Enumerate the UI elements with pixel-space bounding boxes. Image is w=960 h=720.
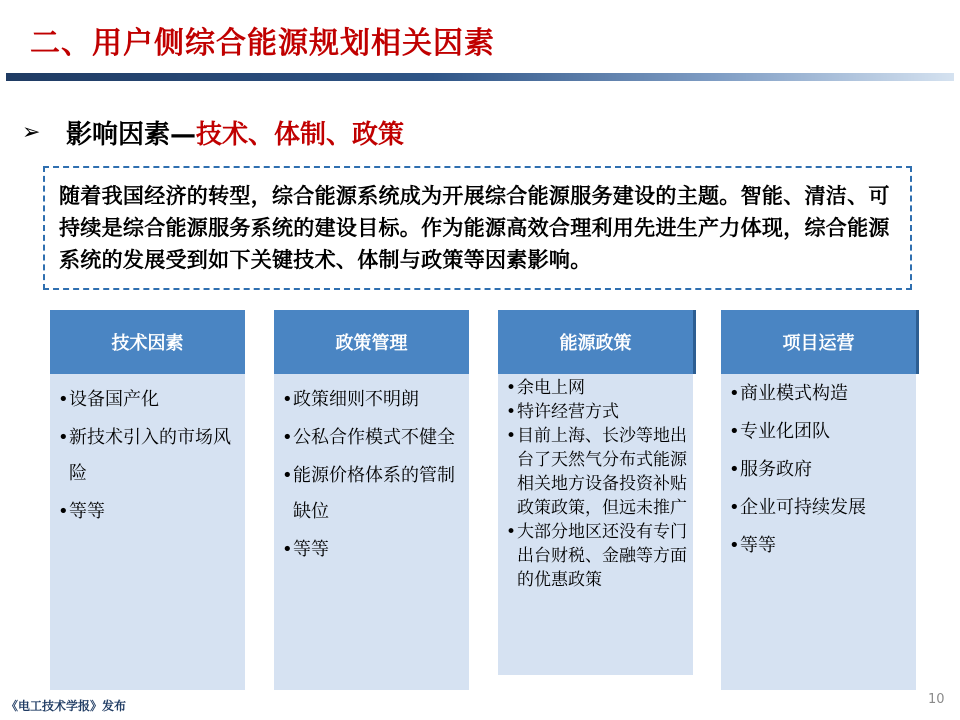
arrowhead-bullet-icon: ➢ (22, 120, 41, 145)
section-subtitle (66, 114, 404, 151)
card-header: 技术因素 (50, 310, 245, 374)
card-list (282, 382, 463, 570)
list-item: • 特许经营方式 (506, 400, 687, 424)
card-list (729, 376, 910, 566)
card-header-shadow (916, 310, 919, 374)
list-item: • 专业化团队 (729, 414, 910, 450)
list-item: • 余电上网 (506, 376, 687, 400)
list-item: • 等等 (729, 528, 910, 564)
subtitle-prefix: 影响因素— (66, 120, 197, 150)
list-item: • 设备国产化 (58, 382, 239, 418)
page-number: 10 (928, 692, 945, 707)
list-item: • 新技术引入的市场风险 (58, 420, 239, 492)
list-item: • 目前上海、长沙等地出台了天然气分布式能源相关地方设备投资补贴政策政策，但远未推广 (506, 424, 687, 520)
card-energy-policy (498, 310, 693, 675)
card-technology-factors (50, 310, 245, 690)
list-item: • 能源价格体系的管制缺位 (282, 458, 463, 530)
intro-box (43, 166, 912, 290)
card-project-operation (721, 310, 916, 690)
list-item: • 企业可持续发展 (729, 490, 910, 526)
list-item: • 商业模式构造 (729, 376, 910, 412)
intro-text: 随着我国经济的转型，综合能源系统成为开展综合能源服务建设的主题。智能、清洁、可持续是综合能源服务系统的建设目标。作为能源高效合理利用先进生产力体现，综合能源系统的发展受到如下关键技术、体制与政策等因素影响。 (59, 184, 890, 272)
card-header: 项目运营 (721, 310, 916, 374)
card-header: 政策管理 (274, 310, 469, 374)
subtitle-highlight: 技术、体制、政策 (196, 120, 405, 150)
card-header-shadow (693, 310, 696, 374)
list-item: • 政策细则不明朗 (282, 382, 463, 418)
card-policy-management (274, 310, 469, 690)
list-item: • 等等 (58, 494, 239, 530)
card-header: 能源政策 (498, 310, 693, 374)
list-item: • 公私合作模式不健全 (282, 420, 463, 456)
list-item: • 大部分地区还没有专门出台财税、金融等方面的优惠政策 (506, 520, 687, 592)
list-item: • 等等 (282, 532, 463, 568)
footer-source: 《电工技术学报》发布 (6, 699, 127, 713)
title-underline-bar (6, 73, 954, 81)
list-item: • 服务政府 (729, 452, 910, 488)
card-list (506, 376, 687, 592)
card-list (58, 382, 239, 532)
page-title: 二、用户侧综合能源规划相关因素 (30, 26, 495, 61)
